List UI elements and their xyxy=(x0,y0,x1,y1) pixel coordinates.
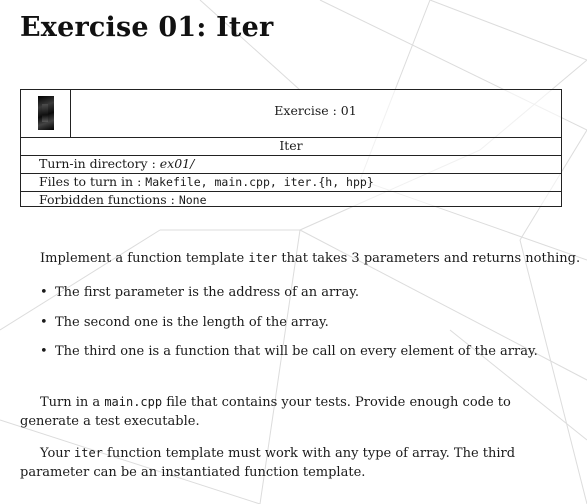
list-item-text: The third one is a function that will be call on every element of the array. xyxy=(55,344,538,359)
bullet-icon: • xyxy=(40,285,48,300)
exercise-name: Iter xyxy=(279,138,303,153)
list-item-text: The second one is the length of the array. xyxy=(55,315,329,330)
intro-code: iter xyxy=(248,251,278,265)
forbidden-functions-row xyxy=(21,191,561,209)
bullet-icon: • xyxy=(40,344,48,359)
intro-text-after: that takes 3 parameters and returns nothing. xyxy=(277,251,581,266)
turn-in-directory-label: Turn-in directory : xyxy=(39,156,160,171)
turn-in-directory-value: ex01/ xyxy=(159,156,195,171)
para2-text-before: Turn in a xyxy=(40,395,105,410)
intro-text-before: Implement a function template xyxy=(40,251,249,266)
bullet-icon: • xyxy=(40,315,48,330)
para3-text-before: Your xyxy=(40,446,74,461)
para3-code: iter xyxy=(74,446,103,460)
intro-paragraph xyxy=(40,249,580,268)
para2-code: main.cpp xyxy=(104,395,163,409)
para2-text-after: file that contains your tests. Provide enough code to generate a test executable. xyxy=(20,395,511,429)
list-item xyxy=(40,283,359,302)
files-label: Files to turn in : xyxy=(39,174,146,189)
turn-in-directory-row xyxy=(21,155,561,174)
para3-text-after: function template must work with any type of array. The third parameter can be an instantiated function template. xyxy=(20,446,516,480)
template-paragraph xyxy=(20,444,568,482)
forbidden-label: Forbidden functions : xyxy=(39,192,179,207)
list-item xyxy=(40,342,538,361)
school-logo-icon xyxy=(38,96,54,130)
files-to-turn-in-row xyxy=(21,173,561,192)
exercise-name-row xyxy=(21,137,561,156)
list-item xyxy=(40,313,329,332)
files-value: Makefile, main.cpp, iter.{h, hpp} xyxy=(145,175,374,189)
logo-cell xyxy=(21,90,71,137)
exercise-number: Exercise : 01 xyxy=(274,103,357,118)
forbidden-value: None xyxy=(178,193,207,207)
exercise-info-box xyxy=(20,89,562,207)
page-title: Exercise 01: Iter xyxy=(20,12,274,43)
tests-paragraph xyxy=(20,393,568,431)
list-item-text: The first parameter is the address of an array. xyxy=(55,285,359,300)
exercise-header-row xyxy=(21,90,561,138)
